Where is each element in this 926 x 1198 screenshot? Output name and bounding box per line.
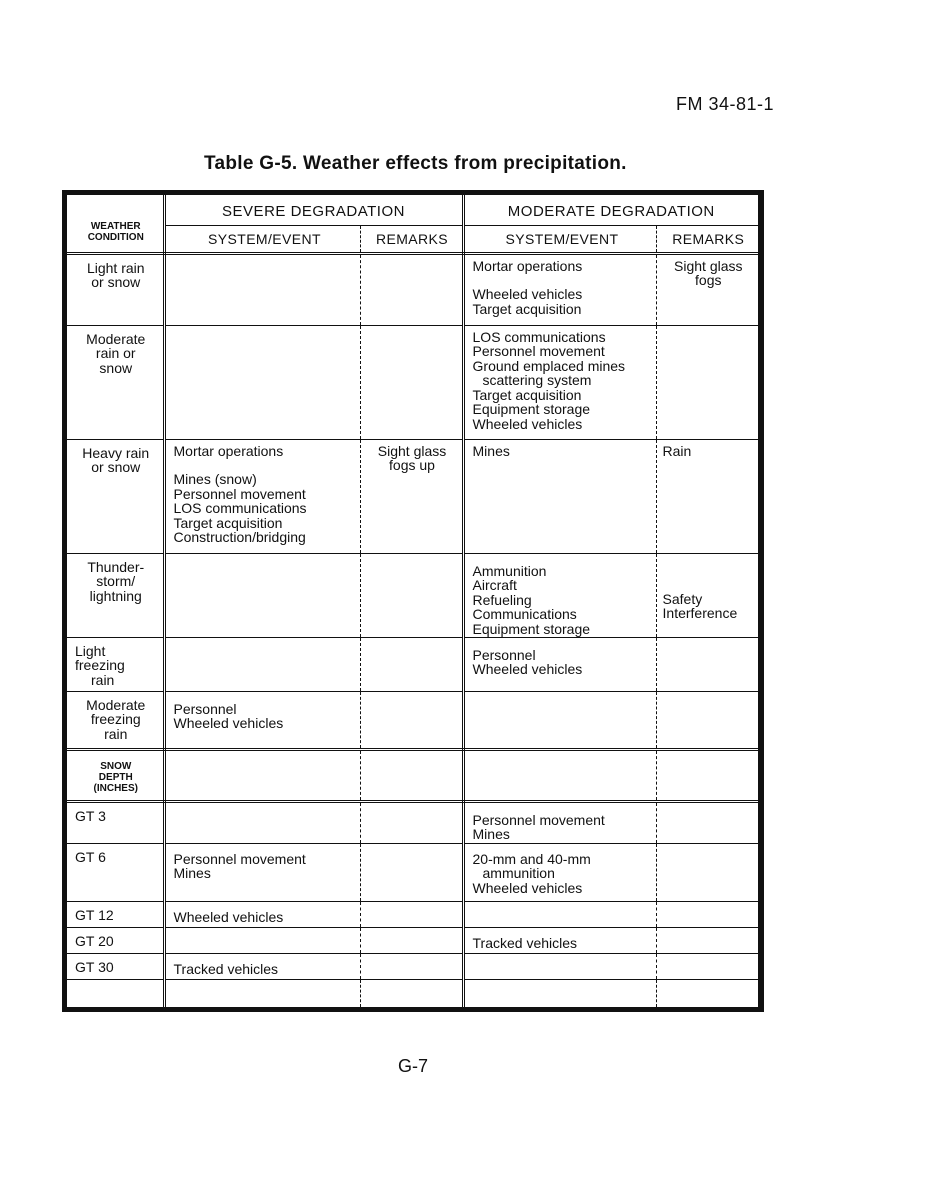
snow-depth-cell: GT 20: [67, 927, 164, 953]
severe-remarks-cell: Sight glass fogs up: [360, 439, 463, 553]
moderate-system-cell: Tracked vehicles: [463, 927, 656, 953]
empty-cell: [463, 979, 656, 1007]
table-row: [67, 843, 758, 901]
table-title: Table G-5. Weather effects from precipitation.: [204, 153, 627, 174]
table-row: [67, 253, 758, 325]
moderate-remarks-cell: [656, 637, 758, 691]
table-row: [67, 953, 758, 979]
severe-remarks-cell: [360, 637, 463, 691]
empty-cell: [360, 749, 463, 801]
condition-cell: Moderate rain or snow: [67, 325, 164, 439]
moderate-system-cell: 20-mm and 40-mm ammunition Wheeled vehicles: [463, 843, 656, 901]
moderate-remarks-cell: [656, 325, 758, 439]
moderate-system-cell: [463, 901, 656, 927]
table-row: [67, 691, 758, 749]
severe-remarks-cell: [360, 843, 463, 901]
moderate-system-cell: [463, 691, 656, 749]
page-number: G-7: [398, 1056, 429, 1076]
severe-system-cell: [164, 927, 360, 953]
empty-cell: [360, 979, 463, 1007]
empty-cell: [463, 749, 656, 801]
table-row: [67, 927, 758, 953]
moderate-remarks-cell: [656, 901, 758, 927]
condition-cell: Heavy rain or snow: [67, 439, 164, 553]
moderate-remarks-cell: Sight glass fogs: [656, 253, 758, 325]
moderate-system-cell: Mortar operations Wheeled vehicles Target acquisition: [463, 253, 656, 325]
severe-system-cell: [164, 325, 360, 439]
moderate-system-cell: Personnel movement Mines: [463, 801, 656, 843]
severe-system-cell: Tracked vehicles: [164, 953, 360, 979]
condition-cell: Moderate freezing rain: [67, 691, 164, 749]
snow-depth-cell: GT 3: [67, 801, 164, 843]
document-id: FM 34-81-1: [676, 94, 775, 114]
table-row: [67, 325, 758, 439]
severe-remarks-cell: [360, 325, 463, 439]
moderate-system-cell: LOS communications Personnel movement Ground emplaced mines scattering system Target acquisition Equipment storage Wheeled vehicles: [463, 325, 656, 439]
severe-system-cell: [164, 553, 360, 637]
severe-remarks-cell: [360, 253, 463, 325]
table-row: [67, 901, 758, 927]
moderate-remarks-header: REMARKS: [656, 225, 758, 253]
moderate-system-cell: [463, 953, 656, 979]
moderate-remarks-cell: Safety Interference: [656, 553, 758, 637]
moderate-remarks-cell: [656, 843, 758, 901]
condition-cell: Thunder- storm/ lightning: [67, 553, 164, 637]
moderate-system-event-header: SYSTEM/EVENT: [463, 225, 656, 253]
snow-depth-header-row: [67, 749, 758, 801]
table-row: [67, 801, 758, 843]
empty-cell: [67, 979, 164, 1007]
moderate-remarks-cell: Rain: [656, 439, 758, 553]
severe-degradation-header: SEVERE DEGRADATION: [164, 195, 463, 225]
severe-remarks-header: REMARKS: [360, 225, 463, 253]
moderate-system-cell: Personnel Wheeled vehicles: [463, 637, 656, 691]
moderate-remarks-cell: [656, 691, 758, 749]
table-row: [67, 979, 758, 1007]
condition-cell: Light freezing rain: [67, 637, 164, 691]
severe-system-cell: [164, 801, 360, 843]
table-row: [67, 553, 758, 637]
severe-remarks-cell: [360, 927, 463, 953]
moderate-system-cell: Mines: [463, 439, 656, 553]
moderate-system-cell: Ammunition Aircraft Refueling Communications Equipment storage: [463, 553, 656, 637]
moderate-remarks-cell: [656, 927, 758, 953]
empty-cell: [656, 979, 758, 1007]
weather-condition-header: WEATHER CONDITION: [67, 195, 164, 253]
empty-cell: [164, 749, 360, 801]
severe-system-cell: Personnel Wheeled vehicles: [164, 691, 360, 749]
severe-system-cell: Personnel movement Mines: [164, 843, 360, 901]
snow-depth-cell: GT 30: [67, 953, 164, 979]
severe-remarks-cell: [360, 801, 463, 843]
condition-cell: Light rain or snow: [67, 253, 164, 325]
severe-system-cell: Mortar operations Mines (snow) Personnel movement LOS communications Target acquisition Construction/bridging: [164, 439, 360, 553]
moderate-remarks-cell: [656, 801, 758, 843]
severe-remarks-cell: [360, 553, 463, 637]
snow-depth-cell: GT 12: [67, 901, 164, 927]
snow-depth-header: SNOW DEPTH (INCHES): [67, 749, 164, 801]
empty-cell: [164, 979, 360, 1007]
severe-remarks-cell: [360, 691, 463, 749]
severe-remarks-cell: [360, 901, 463, 927]
moderate-degradation-header: MODERATE DEGRADATION: [463, 195, 758, 225]
weather-effects-table: [67, 195, 758, 1007]
snow-depth-cell: GT 6: [67, 843, 164, 901]
severe-system-cell: [164, 253, 360, 325]
severe-system-cell: Wheeled vehicles: [164, 901, 360, 927]
severe-system-cell: [164, 637, 360, 691]
severe-remarks-cell: [360, 953, 463, 979]
empty-cell: [656, 749, 758, 801]
table-row: [67, 439, 758, 553]
moderate-remarks-cell: [656, 953, 758, 979]
table-row: [67, 637, 758, 691]
severe-system-event-header: SYSTEM/EVENT: [164, 225, 360, 253]
